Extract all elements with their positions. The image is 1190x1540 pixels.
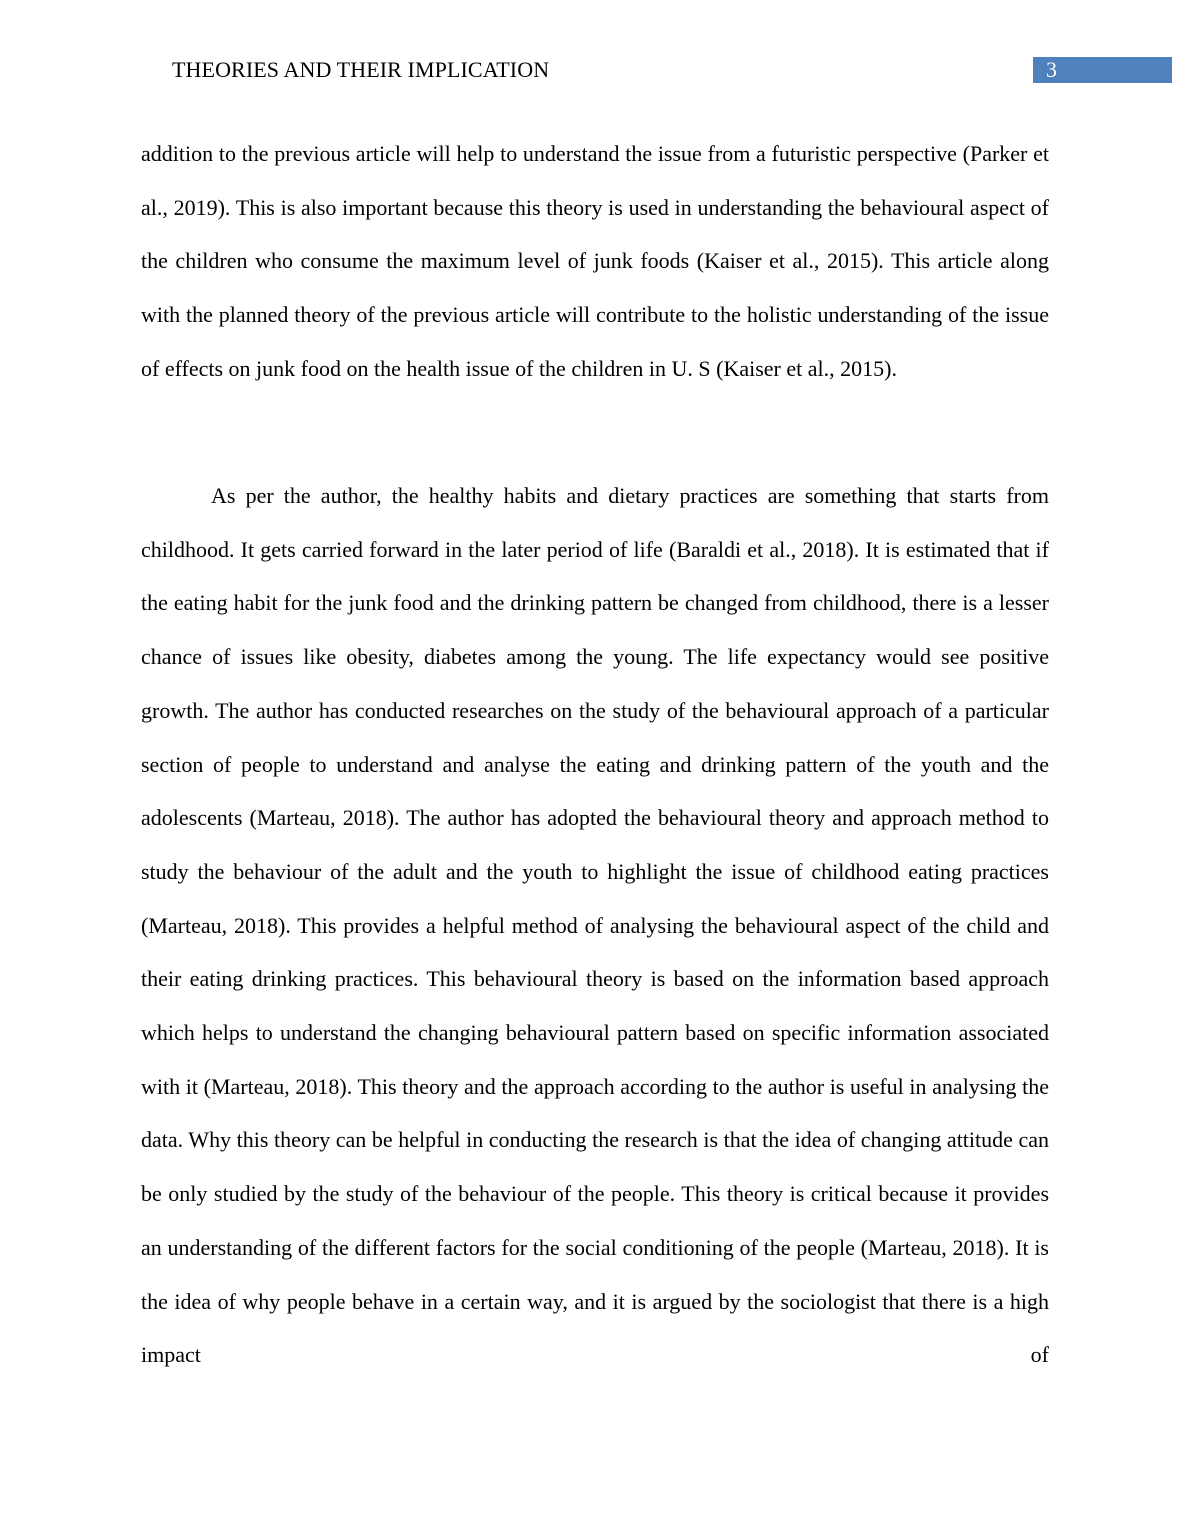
body-paragraph-1: addition to the previous article will help to understand the issue from a futuristic perspective (Parker et al., 2019). This is also important because this theory is used in understanding the behavioural aspect of the children who consume the maximum level of junk foods (Kaiser et al., 2015). This article along with the planned theory of the previous article will contribute to the holistic understanding of the issue of effects on junk food on the health issue of the children in U. S (Kaiser et al., 2015).	[141, 141, 1049, 381]
page-number-badge	[1033, 57, 1172, 83]
page-number: 3	[1046, 57, 1057, 82]
body-paragraph-2: As per the author, the healthy habits and dietary practices are something that starts from childhood. It gets carried forward in the later period of life (Baraldi et al., 2018). It is estimated that if the eating habit for the junk food and the drinking pattern be changed from childhood, there is a lesser chance of issues like obesity, diabetes among the young. The life expectancy would see positive growth. The author has conducted researches on the study of the behavioural approach of a particular section of people to understand and analyse the eating and drinking pattern of the youth and the adolescents (Marteau, 2018). The author has adopted the behavioural theory and approach method to study the behaviour of the adult and the youth to highlight the issue of childhood eating practices (Marteau, 2018). This provides a helpful method of analysing the behavioural aspect of the child and their eating drinking practices. This behavioural theory is based on the information based approach which helps to understand the changing behavioural pattern based on specific information associated with it (Marteau, 2018). This theory and the approach according to the author is useful in analysing the data. Why this theory can be helpful in conducting the research is that the idea of changing attitude can be only studied by the study of the behaviour of the people. This theory is critical because it provides an understanding of the different factors for the social conditioning of the people (Marteau, 2018). It is the idea of why people behave in a certain way, and it is argued by the sociologist that there is a high impact of	[141, 483, 1049, 1368]
running-header-title: THEORIES AND THEIR IMPLICATION	[172, 57, 550, 82]
